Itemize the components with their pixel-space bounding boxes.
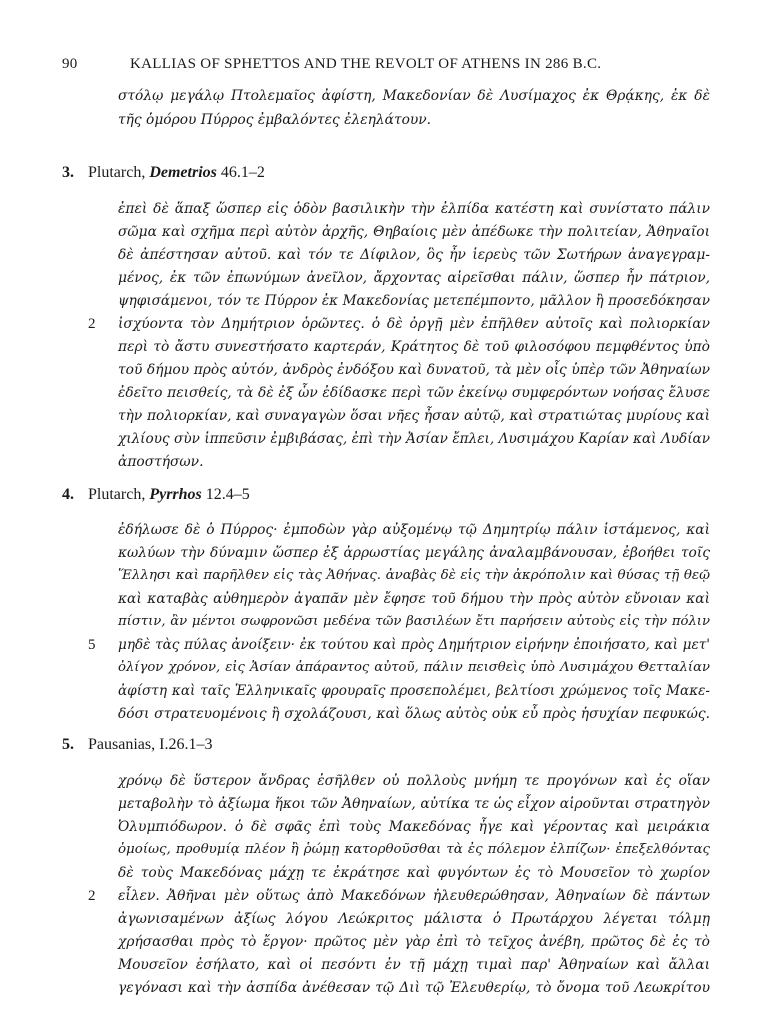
text-line: γεγόνασι καὶ τὴν ἀσπίδα ἀνέθεσαν τῷ Διὶ τῷ Ἐλευθερίῳ, τὸ ὄνομα τοῦ Λεωκρίτου [118,980,710,996]
text-line: τὴν πολιορκίαν, καὶ συναγαγὼν ὅσαι νῆες ἦσαν αὐτῷ, καὶ στρατιώτας μυρίους καὶ [118,408,710,424]
section-author: Plutarch, [88,486,146,503]
section-work: Demetrios [149,164,217,181]
text-line: δόσι στρατευομένοις ἢ σχολάζουσι, καὶ ὅλως αὐτὸς οὐκ εὖ πρὸς ἡσυχίαν πεφυκώς. [118,706,710,722]
section-work: Pyrrhos [149,486,202,503]
section-heading [62,164,265,182]
text-line: ἐδήλωσε δὲ ὁ Πύρρος· ἐμποδὼν γὰρ αὐξομένῳ τῷ Δημητρίῳ πάλιν ἱστάμενος, καὶ [118,522,710,538]
text-line: ἰσχύοντα τὸν Δημήτριον ὁρῶντες. ὁ δὲ ὀργῇ μὲν ἐπῆλθεν αὐτοῖς καὶ πολιορκίαν [118,316,710,332]
section-number: 4. [62,486,74,503]
line-marker: 5 [88,637,96,653]
intro-line: στόλῳ μεγάλῳ Πτολεμαῖος ἀφίστη, Μακεδονίαν δὲ Λυσίμαχος ἐκ Θρᾴκης, ἐκ δὲ [118,88,710,104]
section-heading [62,736,212,754]
text-line: σῶμα καὶ σχῆμα περὶ αὐτὸν ἀρχῆς, Θηβαίοις μὲν ἀπέδωκε τὴν πολιτείαν, Ἀθηναῖοι [118,224,710,240]
text-line: καὶ καταβὰς αὐθημερὸν ἀγαπᾶν μὲν ἔφησε τοῦ δήμου τὴν πρὸς αὐτὸν εὔνοιαν καὶ [118,591,710,607]
section-ref: 12.4–5 [205,486,250,503]
running-header [62,56,752,80]
text-line: ἐπεὶ δὲ ἅπαξ ὥσπερ εἰς ὁδὸν βασιλικὴν τὴν ἐλπίδα κατέστη καὶ συνίστατο πάλιν [118,201,710,217]
text-line: ἀγωνισαμένων ἀξίως λόγου Λεώκριτος μάλιστα ὁ Πρωτάρχου λέγεται τόλμῃ [118,911,710,927]
text-line: Μουσεῖον ἐσήλατο, καὶ οἱ πεσόντι ἐν τῇ μάχῃ τιμαὶ παρ' Ἀθηναίων καὶ ἄλλαι [118,957,710,973]
text-line: κωλύων τὴν δύναμιν ὥσπερ ἐξ ἀρρωστίας μεγάλης ἀναλαμβάνουσαν, ἐβοήθει τοῖς [118,545,710,561]
intro-line: τῆς ὁμόρου Πύρρος ἐμβαλόντες ἐλεηλάτουν. [118,112,432,128]
section-author: Pausanias, [88,736,156,753]
text-line: περὶ τὸ ἄστυ συνεστήσατο καρτεράν, Κράτητος δὲ τοῦ φιλοσόφου πεμφθέντος ὑπὸ [118,339,710,355]
line-marker: 2 [88,316,96,332]
line-marker: 2 [88,888,96,904]
text-line: Ἕλλησι καὶ παρῆλθεν εἰς τὰς Ἀθήνας. ἀναβὰς δὲ εἰς τὴν ἀκρόπολιν καὶ θύσας τῇ θεῷ [118,568,710,583]
text-line: χρόνῳ δὲ ὕστερον ἄνδρας ἐσῆλθεν οὐ πολλοὺς μνήμη τε προγόνων καὶ ἐς οἵαν [118,773,710,789]
text-line: χρήσασθαι πρὸς τὸ ἔργον· πρῶτος μὲν γὰρ ἐπὶ τὸ τεῖχος ἀνέβη, πρῶτος δὲ ἐς τὸ [118,934,710,950]
section-author: Plutarch, [88,164,146,181]
text-line: μεταβολὴν τὸ ἀξίωμα ἥκοι τῶν Ἀθηναίων, αὐτίκα τε ὡς εἶχον αἱροῦνται στρατηγὸν [118,796,710,812]
running-title: KALLIAS OF SPHETTOS AND THE REVOLT OF ATHENS IN 286 B.C. [130,56,602,72]
text-line: ὁμοίως, προθυμίᾳ πλέον ἢ ῥώμῃ κατορθοῦσθαι τὰ ἐς πόλεμον ἐλπίζων· ἐπεξελθόντας [118,842,710,857]
text-line: ἀποστήσων. [118,454,204,470]
section-heading [62,486,250,504]
text-line: δὲ ἀπέστησαν αὐτοῦ. καὶ τόν τε Δίφιλον, ὃς ἦν ἱερεὺς τῶν Σωτήρων ἀναγεγραμ- [118,247,710,263]
text-line: τοῦ δήμου πρὸς αὐτόν, ἀνδρὸς ἐνδόξου καὶ δυνατοῦ, τὰ μὲν οἷς ὑπὲρ τῶν Ἀθηναίων [118,362,710,378]
page-number: 90 [62,56,78,72]
text-line: μένος, ἐκ τῶν ἐπωνύμων ἀνεῖλον, ἄρχοντας αἱρεῖσθαι πάλιν, ὥσπερ ἦν πάτριον, [118,270,710,286]
section-number: 5. [62,736,74,753]
text-line: πίστιν, ἂν μέντοι σωφρονῶσι μεδένα τῶν βασιλέων ἔτι παρήσειν αὐτοὺς εἰς τὴν πόλιν [118,614,710,629]
text-line: ψηφισάμενοι, τόν τε Πύρρον ἐκ Μακεδονίας μετεπέμποντο, μᾶλλον ἢ προσεδόκησαν [118,293,710,309]
text-line: μηδὲ τὰς πύλας ἀνοίξειν· ἐκ τούτου καὶ πρὸς Δημήτριον εἰρήνην ἐποιήσατο, καὶ μετ' [118,637,710,653]
text-line: ἐδεῖτο πεισθείς, τὰ δὲ ἐξ ὧν ἐδίδασκε περὶ τῶν ἐκείνῳ συμφερόντων νοήσας ἔλυσε [118,385,710,401]
text-line: χιλίους σὺν ἱππεῦσιν ἐμβιβάσας, ἐπὶ τὴν Ἀσίαν ἔπλει, Λυσιμάχου Καρίαν καὶ Λυδίαν [118,431,710,447]
section-ref: 46.1–2 [220,164,265,181]
section-number: 3. [62,164,74,181]
text-line: ἀφίστη καὶ ταῖς Ἑλληνικαῖς φρουραῖς προσεπολέμει, βελτίοσι χρώμενος τοῖς Μακε- [118,683,710,699]
text-line: δὲ τοὺς Μακεδόνας μάχῃ τε ἐκράτησε καὶ φυγόντων ἐς τὸ Μουσεῖον τὸ χωρίον [118,865,710,881]
text-line: ὀλίγον χρόνον, εἰς Ἀσίαν ἀπάραντος αὐτοῦ, πάλιν πεισθεὶς ὑπὸ Λυσιμάχου Θετταλίαν [118,660,710,675]
section-ref: I.26.1–3 [159,736,213,753]
text-line: εἷλεν. Ἀθῆναι μὲν οὕτως ἀπὸ Μακεδόνων ἠλευθερώθησαν, Ἀθηναίων δὲ πάντων [118,888,710,904]
text-line: Ὀλυμπιόδωρον. ὁ δὲ σφᾶς ἐπὶ τοὺς Μακεδόνας ἦγε καὶ γέροντας καὶ μειράκια [118,819,710,835]
